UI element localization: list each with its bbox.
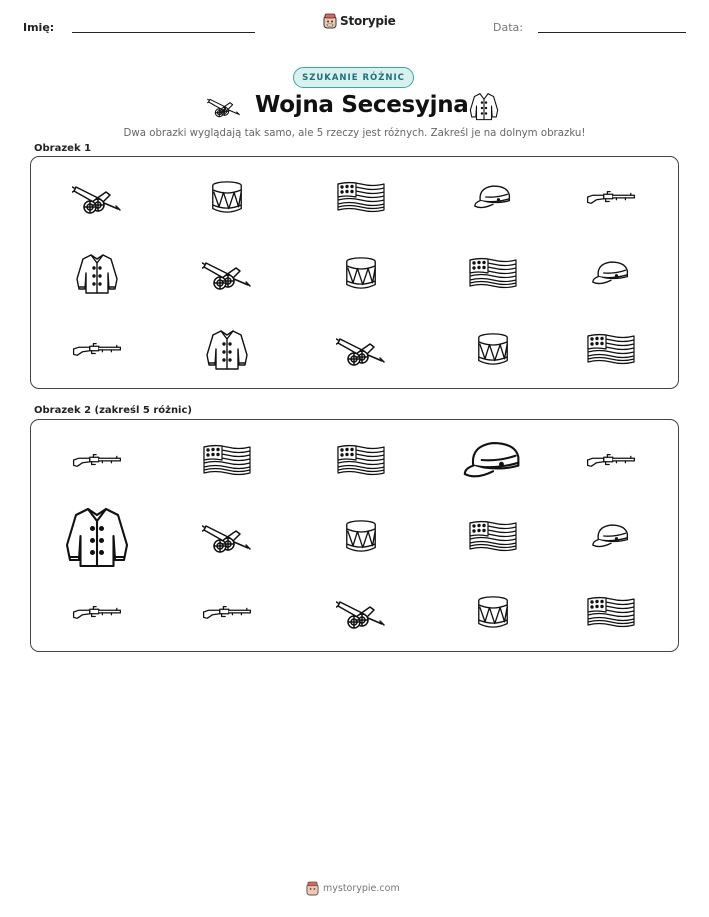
- cannon-icon: [202, 255, 252, 291]
- footer-url: mystorypie.com: [323, 883, 400, 894]
- picture2-panel[interactable]: [30, 419, 679, 652]
- cannon-icon: [336, 331, 386, 367]
- flag-icon: [469, 257, 517, 289]
- title-cannon-icon: [207, 94, 241, 122]
- page-title: Wojna Secesyjna: [255, 92, 469, 118]
- date-line[interactable]: [538, 32, 686, 33]
- flag-icon[interactable]: [469, 520, 517, 552]
- drum-icon: [345, 255, 377, 291]
- cap-icon[interactable]: [462, 437, 524, 483]
- picture1-panel: [30, 156, 679, 389]
- cannon-icon[interactable]: [202, 518, 252, 554]
- activity-badge: SZUKANIE RÓŻNIC: [293, 67, 414, 88]
- name-line[interactable]: [72, 32, 255, 33]
- coat-icon: [205, 327, 249, 371]
- brand-name: Storypie: [340, 14, 396, 28]
- storypie-mascot-icon: [306, 881, 319, 896]
- rifle-icon[interactable]: [71, 451, 123, 469]
- flag-icon[interactable]: [203, 444, 251, 476]
- flag-icon: [337, 181, 385, 213]
- cap-icon[interactable]: [591, 521, 631, 551]
- picture1-label: Obrazek 1: [34, 143, 92, 154]
- picture2-label: Obrazek 2 (zakreśl 5 różnic): [34, 405, 192, 416]
- flag-icon[interactable]: [587, 596, 635, 628]
- cannon-icon: [72, 179, 122, 215]
- name-label: Imię:: [23, 21, 55, 34]
- drum-icon[interactable]: [477, 594, 509, 630]
- drum-icon: [211, 179, 243, 215]
- drum-icon: [477, 331, 509, 367]
- storypie-mascot-icon: [323, 13, 337, 29]
- rifle-icon: [71, 340, 123, 358]
- flag-icon: [587, 333, 635, 365]
- cap-icon: [591, 258, 631, 288]
- drum-icon[interactable]: [345, 518, 377, 554]
- footer: [306, 881, 400, 896]
- cannon-icon[interactable]: [336, 594, 386, 630]
- brand-logo: [323, 13, 396, 29]
- rifle-icon[interactable]: [585, 451, 637, 469]
- flag-icon[interactable]: [337, 444, 385, 476]
- title-coat-icon: [469, 91, 499, 125]
- cap-icon: [473, 182, 513, 212]
- rifle-icon[interactable]: [201, 603, 253, 621]
- coat-icon[interactable]: [64, 503, 130, 569]
- coat-icon: [75, 251, 119, 295]
- rifle-icon[interactable]: [71, 603, 123, 621]
- date-label: Data:: [493, 21, 523, 34]
- instructions: Dwa obrazki wyglądają tak samo, ale 5 rzeczy jest różnych. Zakreśl je na dolnym obrazku!: [123, 128, 586, 139]
- rifle-icon: [585, 188, 637, 206]
